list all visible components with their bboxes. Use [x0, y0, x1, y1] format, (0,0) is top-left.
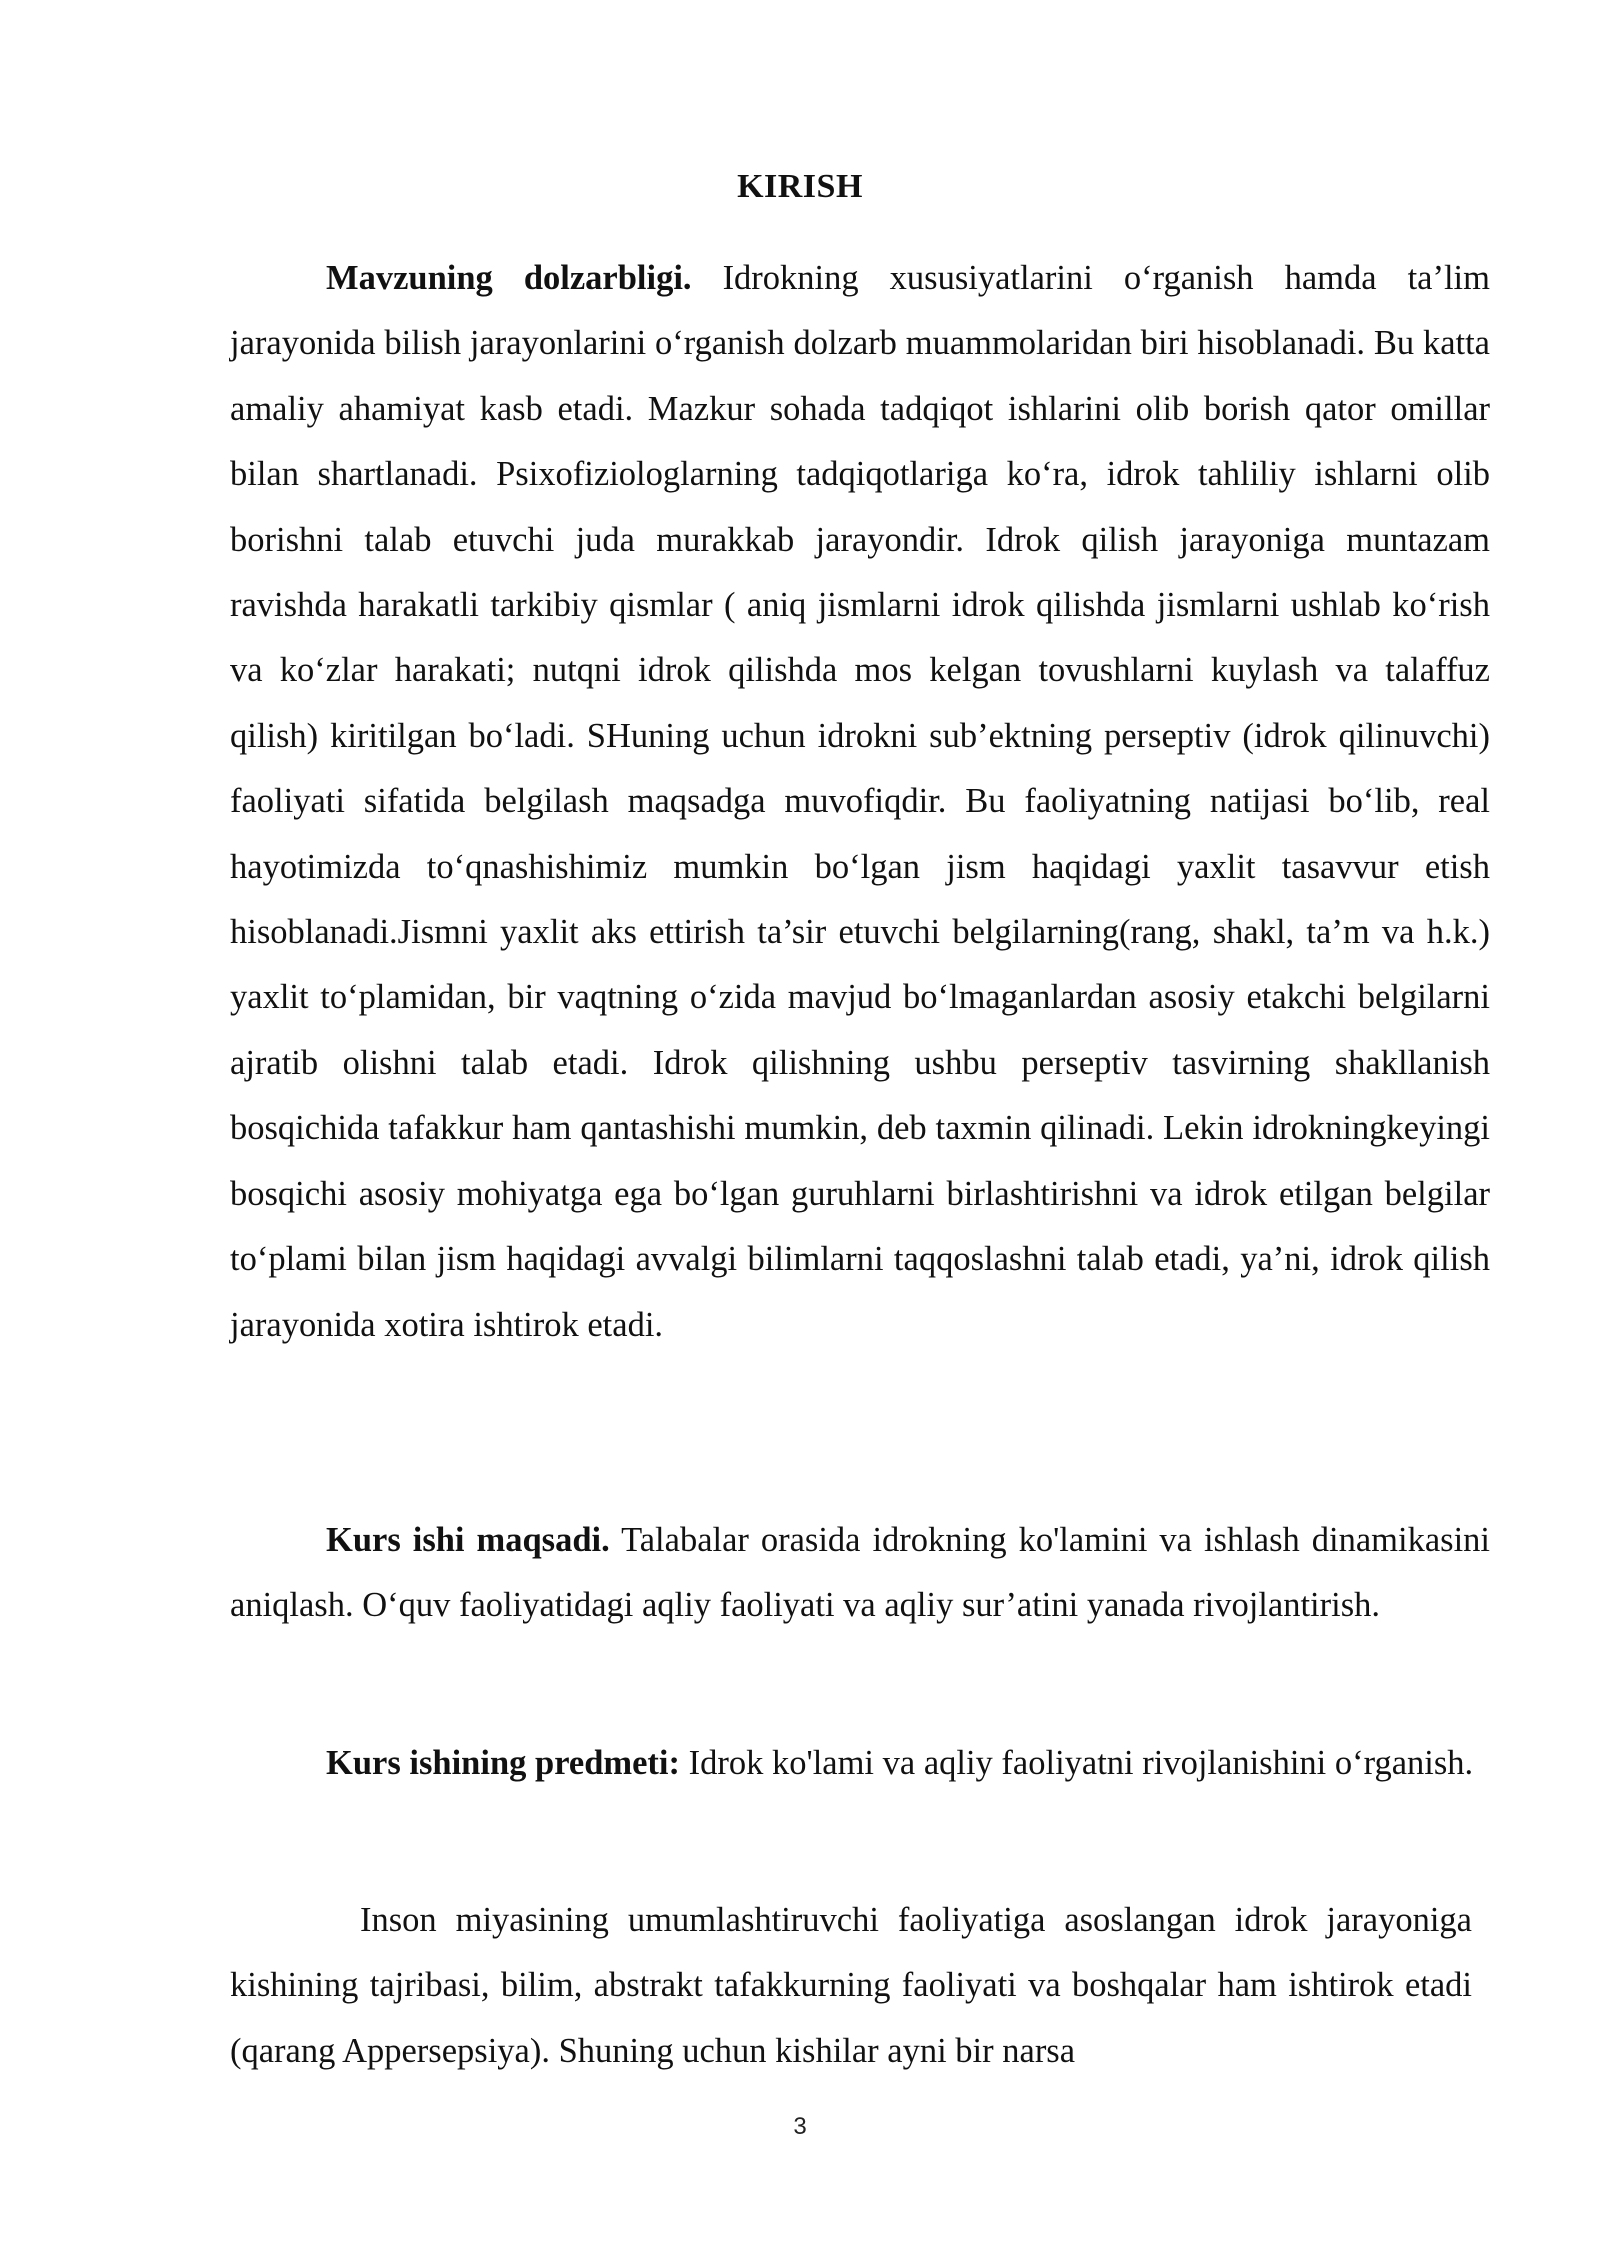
paragraph-text: Inson miyasining umumlashtiruvchi faoliyatiga asoslangan idrok jarayoniga kishining tajribasi, bilim, abstrakt tafakkurning faoliyati va boshqalar ham ishtirok etadi (qarang Appersepsiya). Shuning uchun kishilar ayni bir narsa	[230, 1901, 1472, 2070]
paragraph-text: Idrokning xususiyatlarini o‘rganish hamda ta’lim jarayonida bilish jarayonlarini o‘rganish dolzarb muammolaridan biri hisoblanadi. Bu katta amaliy ahamiyat kasb etadi. Mazkur sohada tadqiqot ishlarini olib borish qator omillar bilan shartlanadi. Psixofiziologlarning tadqiqotlariga ko‘ra, idrok tahliliy ishlarni olib borishni talab etuvchi juda murakkab jarayondir. Idrok qilish jarayoniga muntazam ravishda harakatli tarkibiy qismlar ( aniq jismlarni idrok qilishda jismlarni ushlab ko‘rish va ko‘zlar harakati; nutqni idrok qilishda mos kelgan tovushlarni kuylash va talaffuz qilish) kiritilgan bo‘ladi. SHuning uchun idrokni sub’ektning perseptiv (idrok qilinuvchi) faoliyati sifatida belgilash maqsadga muvofiqdir. Bu faoliyatning natijasi bo‘lib, real hayotimizda to‘qnashishimiz mumkin bo‘lgan jism haqidagi yaxlit tasavvur etish hisoblanadi.Jismni yaxlit aks ettirish ta’sir etuvchi belgilarning(rang, shakl, ta’m va h.k.) yaxlit to‘plamidan, bir vaqtning o‘zida mavjud bo‘lmaganlardan asosiy etakchi belgilarni ajratib olishni talab etadi. Idrok qilishning ushbu perseptiv tasvirning shakllanish bosqichida tafakkur ham qantashishi mumkin, deb taxmin qilinadi. Lekin idrokningkeyingi bosqichi asosiy mohiyatga ega bo‘lgan guruhlarni birlashtirishni va idrok etilgan belgilar to‘plami bilan jism haqidagi avvalgi bilimlarni taqqoslashni talab etadi, ya’ni, idrok qilish jarayonida xotira ishtirok etadi.	[230, 259, 1490, 1344]
paragraph-heading: Kurs ishi maqsadi.	[326, 1521, 610, 1559]
page-number: 3	[793, 2113, 807, 2140]
paragraph-relevance	[230, 246, 1490, 1358]
paragraph-heading: Kurs ishining predmeti:	[326, 1744, 680, 1782]
paragraph-goal	[230, 1508, 1490, 1639]
paragraph-perception	[230, 1888, 1472, 2084]
paragraph-heading: Mavzuning dolzarbligi.	[326, 259, 692, 297]
paragraph-text: Idrok ko'lami va aqliy faoliyatni rivojlanishini o‘rganish.	[680, 1744, 1474, 1782]
page-title: KIRISH	[737, 168, 863, 205]
paragraph-text: Talabalar orasida idrokning ko'lamini va ishlash dinamikasini aniqlash. O‘quv faoliyatidagi aqliy faoliyati va aqliy sur’atini yanada rivojlantirish.	[230, 1521, 1490, 1625]
paragraph-subject	[230, 1731, 1490, 1796]
